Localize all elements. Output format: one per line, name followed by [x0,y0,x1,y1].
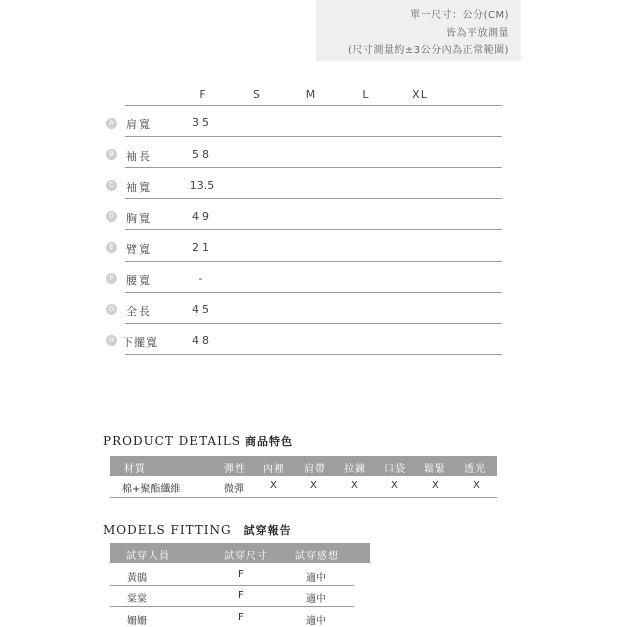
pd-header-sheer: 透光 [464,464,486,475]
row-badge: B [106,149,117,160]
models-fitting-title-cn: 試穿報告 [243,524,292,537]
product-details-title-cn: 商品特色 [245,435,294,448]
size-header-s: S [253,88,261,101]
measure-value-f: - [198,272,206,285]
table-divider [125,105,502,106]
table-divider [125,229,502,230]
mf-feedback: 適中 [306,616,326,627]
table-divider [125,323,502,324]
measure-label: 腰寬 [126,274,152,287]
measure-value-f: 48 [192,334,212,347]
size-header-f: F [199,88,207,101]
measure-label: 袖長 [126,150,152,163]
size-header-l: L [362,88,370,101]
measure-label: 全長 [126,305,152,318]
table-divider [110,585,354,586]
unit-note-line2: 皆為平放測量 [446,28,509,39]
table-divider [125,136,502,137]
models-fitting-title [103,522,292,538]
measure-value-f: 13.5 [189,179,215,192]
pd-value-lining: X [270,480,277,491]
mf-feedback: 適中 [306,594,326,605]
mf-size: F [238,612,244,623]
mf-model-name: 黃鵑 [127,573,147,584]
product-details-title-en: PRODUCT DETAILS [103,434,242,448]
measure-label: 臂寬 [126,243,152,256]
row-badge: H [106,335,117,346]
table-divider [125,261,502,262]
pd-header-pocket: 口袋 [384,464,406,475]
table-divider [125,292,502,293]
measure-value-f: 45 [192,303,212,316]
pd-value-material: 棉+聚酯纖維 [122,484,181,495]
table-divider [110,606,354,607]
measure-value-f: 21 [192,241,212,254]
mf-size: F [238,569,244,580]
pd-header-lining: 內裡 [263,464,285,475]
product-details-title [103,433,293,449]
pd-value-straps: X [310,480,317,491]
row-badge: D [106,211,117,222]
row-badge: A [106,118,117,129]
pd-value-pocket: X [391,480,398,491]
measure-value-f: 58 [192,148,212,161]
measure-value-f: 49 [192,210,212,223]
table-divider [125,354,502,355]
pd-value-sheer: X [473,480,480,491]
mf-header-model: 試穿人員 [126,551,170,562]
measure-label: 下擺寬 [122,336,158,349]
pd-value-elastic: X [432,480,439,491]
mf-model-name: 姍姍 [127,616,147,627]
pd-header-elastic: 鬆緊 [424,464,446,475]
unit-note-line3: (尺寸測量約±3公分內為正常範圍) [347,45,509,56]
measure-value-f: 35 [192,116,212,129]
row-badge: F [106,273,117,284]
unit-note-line1: 單一尺寸：公分(CM) [410,10,509,21]
size-header-xl: XL [412,88,428,101]
pd-value-zipper: X [351,480,358,491]
measure-label: 肩寬 [126,118,152,131]
mf-header-size: 試穿尺寸 [224,551,268,562]
pd-value-elasticity: 微彈 [224,484,244,495]
pd-header-zipper: 拉鍊 [344,464,366,475]
product-details-header [110,456,497,476]
row-badge: C [106,180,117,191]
pd-header-elasticity: 彈性 [224,464,246,475]
table-divider [125,198,502,199]
size-header-m: M [305,88,317,101]
mf-feedback: 適中 [306,573,326,584]
table-divider [125,167,502,168]
models-fitting-title-en: MODELS FITTING [103,523,232,537]
measure-label: 胸寬 [126,212,152,225]
mf-header-feedback: 試穿感想 [295,551,339,562]
pd-header-straps: 肩帶 [304,464,326,475]
pd-header-material: 材質 [124,464,146,475]
row-badge: E [106,242,117,253]
row-badge: G [106,304,117,315]
measure-label: 袖寬 [126,181,152,194]
mf-model-name: 棠棠 [127,594,147,605]
models-fitting-header [110,543,370,563]
mf-size: F [238,590,244,601]
unit-note-box [316,0,521,61]
table-divider [110,497,497,498]
